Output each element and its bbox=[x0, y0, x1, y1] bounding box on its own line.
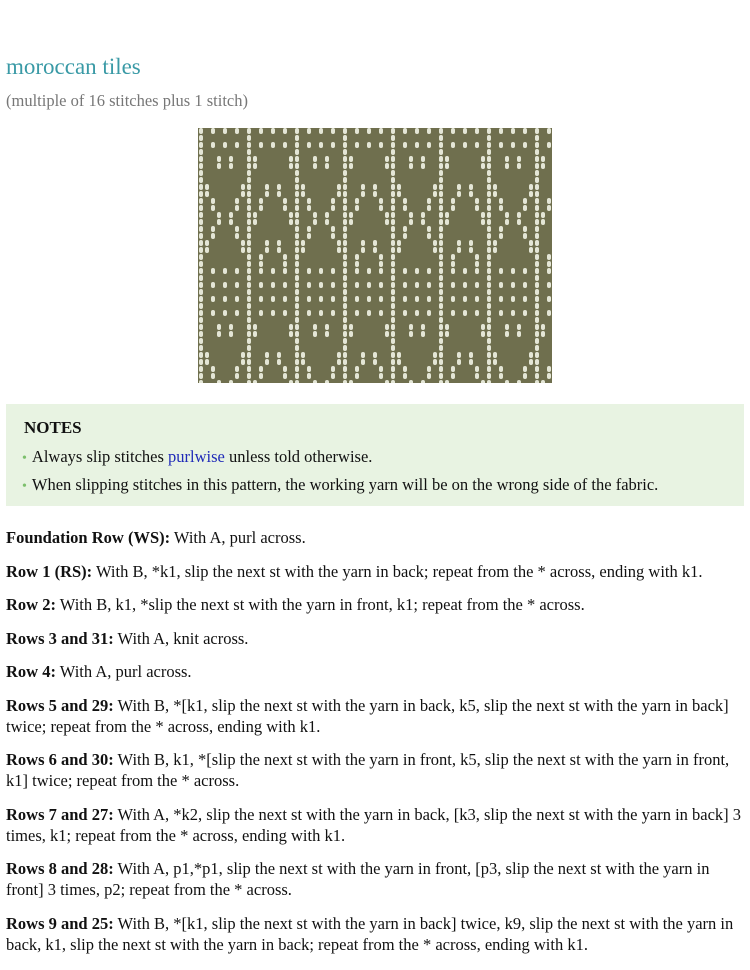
row-label: Rows 7 and 27: bbox=[6, 804, 114, 824]
instruction-row bbox=[6, 527, 744, 548]
row-label: Row 2: bbox=[6, 595, 56, 614]
notes-item-text-end: unless told otherwise. bbox=[224, 447, 373, 466]
notes-list bbox=[22, 444, 658, 500]
row-label: Rows 6 and 30: bbox=[6, 750, 114, 769]
row-text: With A, knit across. bbox=[113, 628, 249, 648]
row-text: With B, *[k1, slip the next st with the yarn in back, k5, slip the next st with the yarn in back] twice; repeat from the * across, ending with k1. bbox=[6, 695, 729, 736]
bullet-icon: • bbox=[22, 451, 27, 466]
instruction-row bbox=[6, 628, 744, 649]
notes-heading: NOTES bbox=[24, 418, 82, 437]
instruction-row bbox=[6, 594, 744, 615]
row-text: With B, *[k1, slip the next st with the yarn in back] twice, k9, slip the next st with the yarn in back, k1, slip the next st with the yarn in back; repeat from the * across, ending with k1. bbox=[6, 913, 734, 954]
row-text: With A, purl across. bbox=[55, 662, 192, 681]
page-title: moroccan tiles bbox=[6, 54, 141, 79]
swatch-image bbox=[198, 128, 552, 383]
instruction-row bbox=[6, 561, 744, 582]
row-text: With A, purl across. bbox=[170, 528, 306, 547]
row-text: With B, k1, *[slip the next st with the yarn in front, k5, slip the next st with the yarn in front, k1] twice; repeat from the * across. bbox=[6, 750, 730, 790]
instruction-row bbox=[6, 749, 744, 791]
notes-item-text: Always slip stitches bbox=[31, 447, 169, 466]
instruction-row bbox=[6, 661, 744, 682]
row-label: Rows 8 and 28: bbox=[6, 859, 114, 878]
row-text: With B, k1, *slip the next st with the yarn in front, k1; repeat from the * across. bbox=[55, 595, 585, 614]
row-label: Rows 9 and 25: bbox=[6, 913, 114, 933]
instruction-row bbox=[6, 804, 744, 846]
row-label: Row 4: bbox=[6, 662, 56, 681]
notes-item bbox=[22, 444, 658, 472]
bullet-icon: • bbox=[22, 479, 27, 494]
row-label: Row 1 (RS): bbox=[6, 561, 93, 581]
instruction-row bbox=[6, 858, 744, 900]
row-label: Foundation Row (WS): bbox=[6, 528, 171, 547]
notes-item-text: When slipping stitches in this pattern, the working yarn will be on the wrong side of the fabric. bbox=[31, 475, 659, 494]
knitted-swatch-photo bbox=[198, 128, 552, 383]
row-text: With A, *k2, slip the next st with the yarn in back, [k3, slip the next st with the yarn in back] 3 times, k1; repeat from the * across, ending with k1. bbox=[6, 804, 742, 845]
row-text: With A, p1,*p1, slip the next st with the yarn in front, [p3, slip the next st with the yarn in front] 3 times, p2; repeat from the * across. bbox=[6, 859, 710, 899]
instruction-row bbox=[6, 913, 744, 955]
instructions bbox=[6, 527, 744, 967]
notes-box bbox=[6, 404, 744, 506]
purlwise-link[interactable]: purlwise bbox=[168, 447, 225, 466]
row-label: Rows 3 and 31: bbox=[6, 628, 114, 648]
notes-item bbox=[22, 472, 658, 500]
row-label: Rows 5 and 29: bbox=[6, 695, 114, 715]
instruction-row bbox=[6, 695, 744, 737]
stitch-multiple: (multiple of 16 stitches plus 1 stitch) bbox=[6, 91, 248, 110]
row-text: With B, *k1, slip the next st with the yarn in back; repeat from the * across, ending with k1. bbox=[92, 561, 703, 581]
